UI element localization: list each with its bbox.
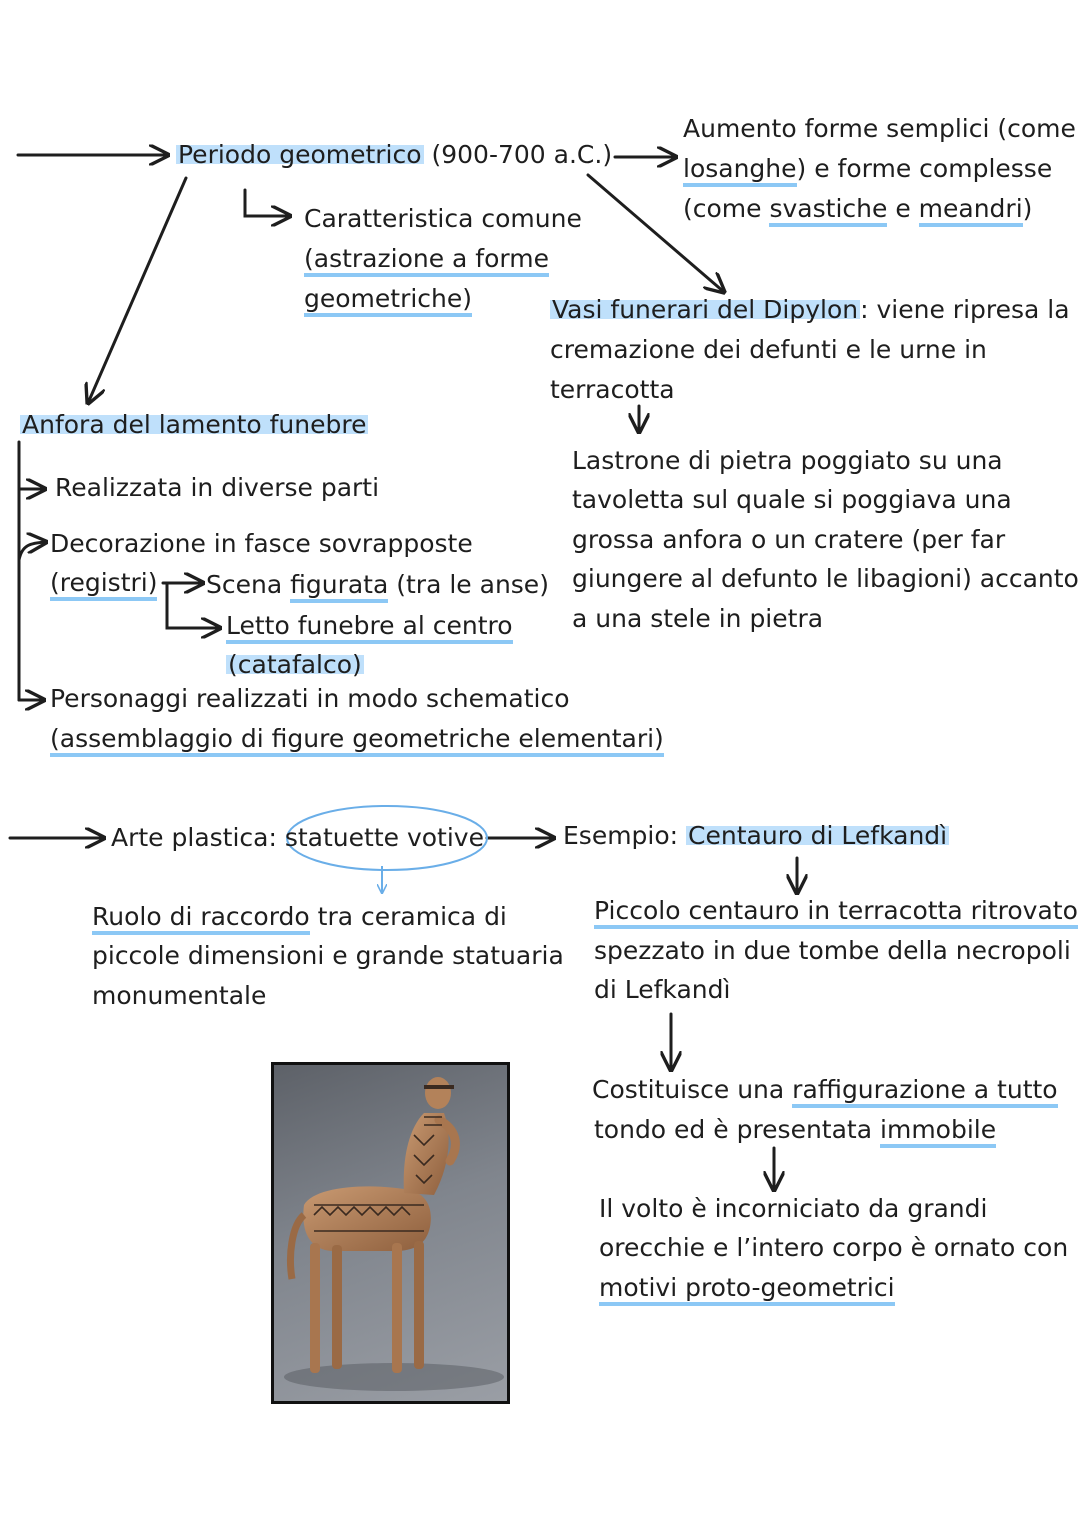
costituisce-line2: tondo ed è presentata immobile (594, 1110, 996, 1150)
anfora-item2-line2: (registri) (50, 563, 157, 603)
periodo-geometrico-title: Periodo geometrico (178, 140, 422, 169)
periodo-geometrico-dates: (900-700 a.C.) (423, 140, 613, 169)
characteristic-line3: geometriche) (304, 279, 472, 319)
arrow-to-characteristic (245, 190, 290, 216)
dipylon-line2: cremazione dei defunti e le urne in (550, 335, 987, 364)
centauro-photo (271, 1062, 510, 1404)
anfora-sub2: Letto funebre al centro (226, 606, 513, 646)
ruolo-line3: monumentale (92, 981, 267, 1010)
volto-line3: motivi proto-geometrici (599, 1268, 895, 1308)
statuette-votive: statuette votive (284, 823, 484, 852)
anfora-item3-line1: Personaggi realizzati in modo schematico (50, 684, 570, 713)
characteristic-line2: (astrazione a forme (304, 239, 549, 279)
lastrone-line5: a una stele in pietra (572, 604, 824, 633)
centauro-figure (274, 1065, 507, 1401)
piccolo-line2: spezzato in due tombe della necropoli (594, 936, 1071, 965)
anfora-item1: Realizzata in diverse parti (55, 473, 380, 502)
lastrone-line4: giungere al defunto le libagioni) accanto (572, 564, 1079, 593)
arte-plastica-node (111, 818, 484, 858)
characteristic-line1: Caratteristica comune (304, 204, 582, 233)
volto-line2: orecchie e l’intero corpo è ornato con (599, 1233, 1069, 1262)
dipylon-line3: terracotta (550, 375, 675, 404)
ruolo-line1: Ruolo di raccordo tra ceramica di (92, 897, 507, 937)
lastrone-line2: tavoletta sul quale si poggiava una (572, 485, 1012, 514)
centauro-title: Centauro di Lefkandì (688, 821, 948, 850)
anfora-item3-line2: (assemblaggio di figure geometriche elementari) (50, 719, 664, 759)
piccolo-line3: di Lefkandì (594, 975, 731, 1004)
periodo-geometrico-node (176, 135, 612, 175)
esempio-node (563, 816, 949, 856)
esempio-label: Esempio: (563, 821, 687, 850)
piccolo-line1: Piccolo centauro in terracotta ritrovato (594, 891, 1078, 931)
dipylon-line1: Vasi funerari del Dipylon: viene ripresa la (552, 295, 1070, 324)
ruolo-line2: piccole dimensioni e grande statuaria (92, 941, 564, 970)
anfora-item2-line1: Decorazione in fasce sovrapposte (50, 529, 473, 558)
dipylon-title: Vasi funerari del Dipylon (552, 295, 859, 324)
forms-line1: Aumento forme semplici (come (683, 114, 1076, 143)
forms-line3: (come svastiche e meandri) (683, 189, 1032, 229)
arte-plastica-label: Arte plastica: (111, 823, 285, 852)
anfora-title: Anfora del lamento funebre (22, 410, 367, 439)
costituisce-line1: Costituisce una raffigurazione a tutto (592, 1070, 1058, 1110)
lastrone-line1: Lastrone di pietra poggiato su una (572, 446, 1003, 475)
anfora-sub1: Scena figurata (tra le anse) (206, 565, 549, 605)
lastrone-line3: grossa anfora o un cratere (per far (572, 525, 1006, 554)
arrow-to-anfora (88, 178, 186, 403)
volto-line1: Il volto è incorniciato da grandi (599, 1194, 988, 1223)
forms-line2: losanghe) e forme complesse (683, 149, 1052, 189)
arrow-item2 (19, 542, 46, 560)
anfora-sub2-line2: (catafalco) (228, 650, 362, 679)
